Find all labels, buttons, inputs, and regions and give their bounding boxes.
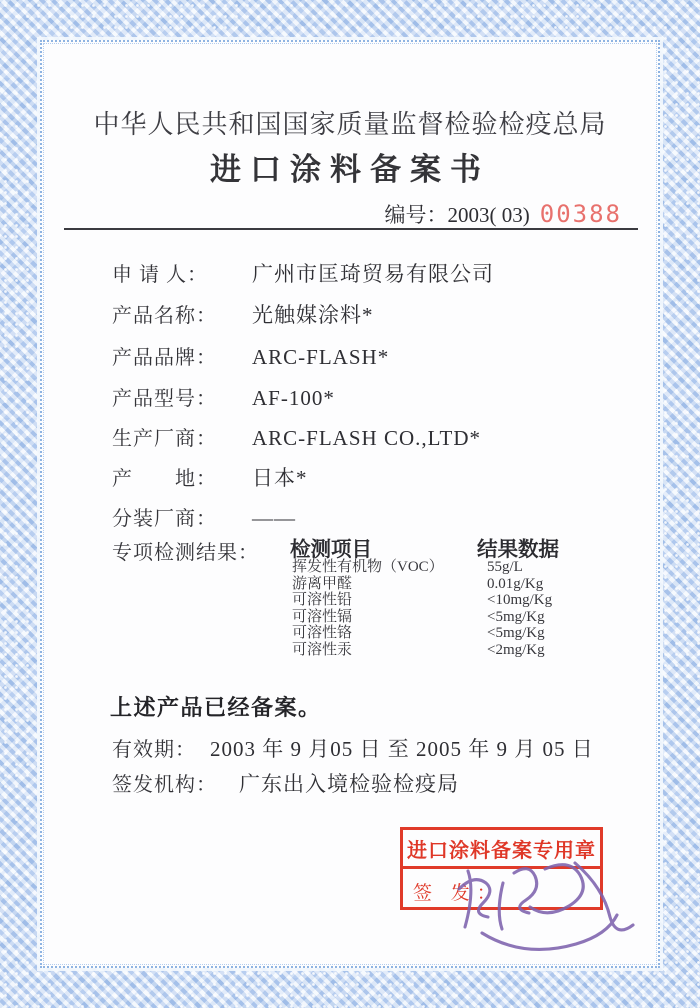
field-label: 分装厂商： [112, 508, 217, 530]
header-divider [64, 228, 638, 230]
test-row-lead [292, 592, 552, 609]
field-origin [112, 462, 308, 492]
test-result: <10mg/Kg [487, 592, 553, 609]
field-value: 广州市匡琦贸易有限公司 [252, 262, 494, 286]
issuer-label: 签发机构： [112, 774, 217, 796]
issuing-authority-title: 中华人民共和国国家质量监督检验检疫总局 [93, 110, 607, 139]
test-column-result: 结果数据 [477, 539, 559, 561]
serial-number: 00388 [539, 200, 622, 228]
test-row-cadmium [292, 609, 552, 626]
field-product-model [112, 382, 335, 411]
serial-label: 编号：2003( 03) [384, 203, 530, 227]
serial-number-line [385, 199, 623, 229]
field-value: 日本* [252, 466, 308, 490]
test-result: <5mg/Kg [487, 608, 545, 625]
test-item: 游离甲醛 [292, 575, 353, 592]
stamp-sign-label: 签 发： [413, 883, 503, 904]
test-result: <5mg/Kg [487, 625, 545, 642]
field-product-brand [112, 341, 389, 370]
issuer-value: 广东出入境检验检疫局 [239, 772, 459, 796]
test-column-item: 检测项目 [290, 539, 372, 561]
issuing-agency-line [112, 768, 459, 798]
field-label: 生产厂商： [112, 428, 217, 450]
field-label: 产品品牌： [112, 347, 217, 369]
test-results-label: 专项检测结果： [112, 542, 259, 564]
field-label: 申 请 人： [112, 264, 208, 286]
test-row-voc [292, 559, 552, 576]
test-item: 挥发性有机物（VOC） [292, 559, 444, 575]
field-repackager [112, 502, 296, 531]
test-item: 可溶性铬 [292, 625, 353, 642]
field-value: ARC-FLASH CO.,LTD* [252, 426, 482, 450]
test-item: 可溶性铅 [292, 592, 353, 609]
field-value: 光触媒涂料* [252, 303, 374, 327]
registration-statement: 上述产品已经备案。 [110, 695, 322, 720]
field-value: —— [252, 506, 296, 530]
test-result: 55g/L [487, 559, 523, 575]
test-row-chromium [292, 625, 552, 642]
validity-label: 有效期： [112, 739, 196, 761]
field-label: 产品名称： [112, 305, 217, 327]
test-row-mercury [292, 642, 552, 659]
field-manufacturer [112, 422, 481, 451]
test-table-body [292, 559, 552, 659]
test-table-header [290, 532, 559, 562]
test-result: <2mg/Kg [487, 641, 545, 658]
field-value: ARC-FLASH* [252, 345, 390, 369]
validity-value: 2003 年 9 月05 日 至 2005 年 9 月 05 日 [210, 737, 594, 761]
validity-period-line [112, 733, 594, 763]
test-item: 可溶性镉 [292, 608, 353, 625]
field-value: AF-100* [252, 386, 335, 410]
field-label: 产 地： [112, 468, 217, 490]
field-label: 产品型号： [112, 388, 217, 410]
stamp-title: 进口涂料备案专用章 [403, 830, 600, 869]
test-result: 0.01g/Kg [487, 575, 544, 592]
document-title: 进口涂料备案书 [210, 152, 490, 187]
field-product-name [112, 299, 374, 329]
registration-stamp-box [400, 827, 603, 910]
test-item: 可溶性汞 [292, 641, 353, 658]
field-applicant [112, 258, 494, 288]
test-row-formaldehyde [292, 576, 552, 593]
